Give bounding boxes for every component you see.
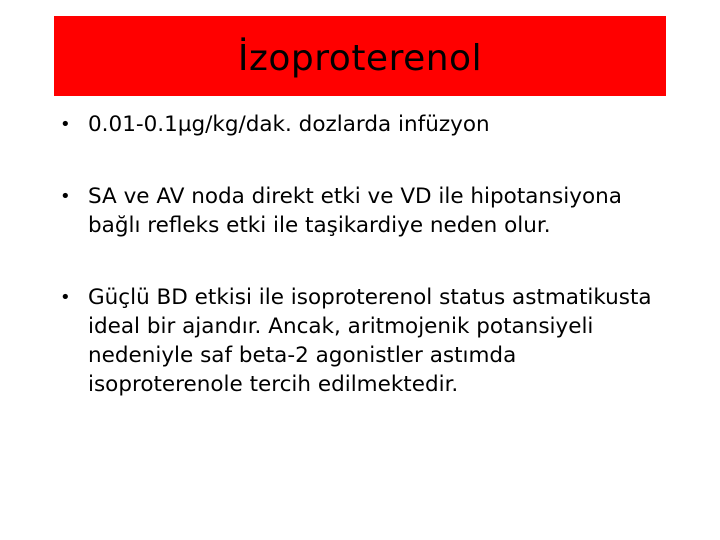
title-bar	[54, 16, 666, 96]
bullet-icon: •	[60, 186, 71, 207]
bullet-text: SA ve AV noda direkt etki ve VD ile hipotansiyona bağlı refleks etki ile taşikardiye neden olur.	[88, 184, 622, 238]
bullet-icon: •	[60, 287, 71, 308]
slide-title: İzoproterenol	[237, 37, 483, 79]
bullet-item	[56, 110, 676, 139]
bullet-text: 0.01-0.1µg/kg/dak. dozlarda infüzyon	[88, 112, 490, 137]
bullet-item	[56, 283, 676, 399]
bullet-text: Güçlü BD etkisi ile isoproterenol status astmatikusta ideal bir ajandır. Ancak, aritmojenik potansiyeli nedeniyle saf beta-2 agonistler astımda isoproterenole tercih edilmektedir.	[88, 285, 652, 397]
bullet-list	[56, 110, 676, 399]
bullet-icon: •	[60, 114, 71, 135]
bullet-item	[56, 182, 676, 240]
